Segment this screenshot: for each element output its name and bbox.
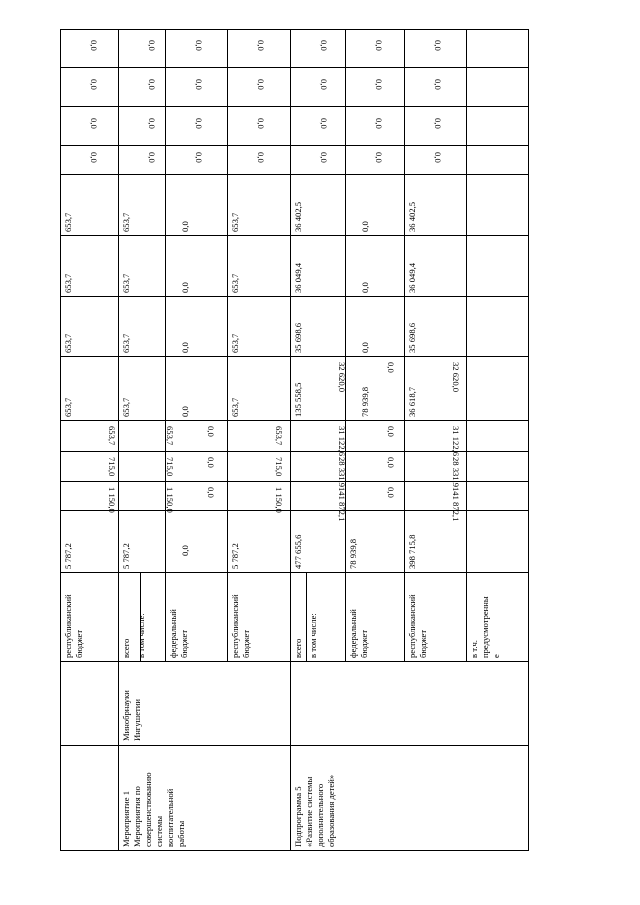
year-value: 36 049,4 (293, 262, 303, 293)
year-value: 653,7 (63, 397, 73, 417)
table-column-border (60, 745, 529, 746)
table-row-border (290, 661, 291, 850)
row-label-line: бюджет (418, 629, 428, 658)
year-value: 36 618,7 (407, 386, 417, 417)
year-value: 0,0 (180, 282, 190, 293)
executor-name-line: Минобрнауки (121, 690, 131, 741)
year-value: 1 150,0 (107, 487, 117, 513)
row-label-line: всего (121, 638, 131, 658)
table-column-border (60, 572, 529, 573)
table-row-border (345, 29, 346, 661)
row-label-line: федеральный (168, 609, 178, 658)
executor-name (121, 690, 143, 741)
table-row-border (227, 29, 228, 661)
zero-value: 0,0 (319, 118, 329, 129)
year-value: 28 331,9 (337, 457, 347, 488)
year-value: 653,7 (63, 333, 73, 353)
year-value: 0,0 (360, 221, 370, 232)
year-value: 653,7 (230, 333, 240, 353)
table-row-border (404, 29, 405, 661)
table-column-border (60, 106, 529, 107)
zero-value: 0,0 (89, 152, 99, 163)
year-value: 653,7 (230, 397, 240, 417)
year-value: 141 872,1 (337, 487, 347, 522)
zero-value: 0,0 (256, 152, 266, 163)
year-value: 715,0 (274, 457, 284, 477)
zero-value: 0,0 (319, 79, 329, 90)
zero-value: 0,0 (147, 40, 157, 51)
zero-value: 0,0 (374, 40, 384, 51)
year-value: 0,0 (180, 342, 190, 353)
total-value: 5 787,2 (230, 543, 240, 569)
year-value: 0,0 (386, 457, 396, 468)
year-value: 653,7 (63, 273, 73, 293)
row-label-line: в том числе: (136, 613, 146, 658)
year-value: 32 620,0 (451, 362, 461, 393)
zero-value: 0,0 (319, 152, 329, 163)
year-value: 653,7 (121, 212, 131, 232)
total-value: 0,0 (180, 545, 190, 556)
table-column-border (60, 420, 529, 421)
year-value: 653,7 (121, 333, 131, 353)
zero-value: 0,0 (194, 118, 204, 129)
row-label-line: бюджет (359, 629, 369, 658)
row-label-line: республиканский (407, 594, 417, 658)
year-value: 36 402,5 (293, 201, 303, 232)
zero-value: 0,0 (147, 79, 157, 90)
table-row-border (118, 29, 119, 661)
year-value: 0,0 (206, 457, 216, 468)
executor-name-line: Ингушетии (132, 698, 142, 741)
table-row-border (118, 661, 119, 850)
activity-name-line: совершенствованию (143, 772, 153, 847)
subprogram-name (293, 775, 337, 847)
zero-value: 0,0 (194, 79, 204, 90)
row-label (293, 613, 319, 658)
zero-value: 0,0 (433, 79, 443, 90)
year-value: 653,7 (230, 273, 240, 293)
year-value: 0,0 (360, 342, 370, 353)
row-label (121, 613, 147, 658)
table-column-border (60, 145, 529, 146)
year-value: 715,0 (165, 457, 175, 477)
row-label (168, 609, 190, 658)
table-column-border (60, 356, 529, 357)
row-label-line: бюджет (241, 629, 251, 658)
zero-value: 0,0 (256, 40, 266, 51)
year-value: 653,7 (230, 212, 240, 232)
table-frame-border (528, 29, 529, 850)
year-value: 653,7 (63, 212, 73, 232)
table-frame-border (60, 29, 529, 30)
year-value: 135 558,5 (293, 382, 303, 417)
activity-name-line: работы (176, 820, 186, 847)
zero-value: 0,0 (374, 118, 384, 129)
subprogram-name-line: дополнительного (315, 783, 325, 847)
activity-name (121, 772, 187, 847)
table-column-border (60, 296, 529, 297)
year-value: 35 698,6 (407, 322, 417, 353)
year-value: 0,0 (206, 426, 216, 437)
table-row-border (466, 29, 467, 661)
row-label (230, 594, 252, 658)
year-value: 0,0 (386, 487, 396, 498)
year-value: 31 122,6 (337, 426, 347, 457)
zero-value: 0,0 (319, 40, 329, 51)
year-value: 1 150,0 (165, 487, 175, 513)
year-value: 28 331,9 (451, 457, 461, 488)
year-value: 31 122,6 (451, 426, 461, 457)
total-value: 477 655,6 (293, 534, 303, 569)
year-value: 78 939,8 (360, 386, 370, 417)
zero-value: 0,0 (374, 152, 384, 163)
year-value: 0,0 (360, 282, 370, 293)
zero-value: 0,0 (433, 152, 443, 163)
table-column-border (60, 67, 529, 68)
year-value: 653,7 (121, 273, 131, 293)
zero-value: 0,0 (433, 118, 443, 129)
activity-name-line: Мероприятия по (132, 786, 142, 847)
year-value: 653,7 (107, 426, 117, 446)
year-value: 35 698,6 (293, 322, 303, 353)
total-value: 78 939,8 (348, 538, 358, 569)
year-value: 36 402,5 (407, 201, 417, 232)
zero-value: 0,0 (374, 79, 384, 90)
row-label (469, 596, 502, 658)
year-value: 653,7 (274, 426, 284, 446)
table-row-border (165, 29, 166, 661)
year-value: 1 150,0 (274, 487, 284, 513)
year-value: 32 620,0 (337, 362, 347, 393)
row-label-line: всего (293, 638, 303, 658)
row-label (63, 594, 85, 658)
zero-value: 0,0 (89, 40, 99, 51)
year-value: 0,0 (180, 221, 190, 232)
subprogram-name-line: образования детей» (326, 774, 336, 847)
year-value: 0,0 (386, 426, 396, 437)
row-label-line: республиканский (63, 594, 73, 658)
year-value: 141 872,1 (451, 487, 461, 522)
subprogram-name-line: Подпрограмма 5 (293, 786, 303, 847)
year-value: 653,7 (165, 426, 175, 446)
total-value: 398 715,8 (407, 534, 417, 569)
zero-value: 0,0 (147, 118, 157, 129)
row-label-line: бюджет (179, 629, 189, 658)
row-label-line: е (491, 654, 501, 658)
row-label-line: республиканский (230, 594, 240, 658)
zero-value: 0,0 (194, 152, 204, 163)
year-value: 0,0 (180, 406, 190, 417)
row-label-line: в том числе: (308, 613, 318, 658)
table-frame-border (60, 29, 61, 850)
zero-value: 0,0 (433, 40, 443, 51)
zero-value: 0,0 (256, 79, 266, 90)
zero-value: 0,0 (89, 79, 99, 90)
row-label-line: в т.ч. (469, 640, 479, 658)
table-column-border (60, 661, 529, 662)
table-frame-border (60, 850, 529, 851)
row-label-line: бюджет (74, 629, 84, 658)
activity-name-line: воспитательной (165, 788, 175, 847)
row-label-line: предусмотренны (480, 596, 490, 658)
year-value: 715,0 (107, 457, 117, 477)
year-value: 653,7 (121, 397, 131, 417)
zero-value: 0,0 (147, 152, 157, 163)
activity-name-line: системы (154, 815, 164, 847)
table-row-border (290, 29, 291, 661)
table-column-border (60, 235, 529, 236)
year-value: 0,0 (206, 487, 216, 498)
row-label (407, 594, 429, 658)
row-label-line: федеральный (348, 609, 358, 658)
table-column-border (60, 174, 529, 175)
total-value: 5 787,2 (121, 543, 131, 569)
total-value: 5 787,2 (63, 543, 73, 569)
zero-value: 0,0 (194, 40, 204, 51)
activity-name-line: Мероприятие 1 (121, 791, 131, 847)
year-value: 0,0 (386, 362, 396, 373)
subprogram-name-line: «Развитие системы (304, 776, 314, 847)
zero-value: 0,0 (89, 118, 99, 129)
year-value: 36 049,4 (407, 262, 417, 293)
row-label (348, 609, 370, 658)
zero-value: 0,0 (256, 118, 266, 129)
